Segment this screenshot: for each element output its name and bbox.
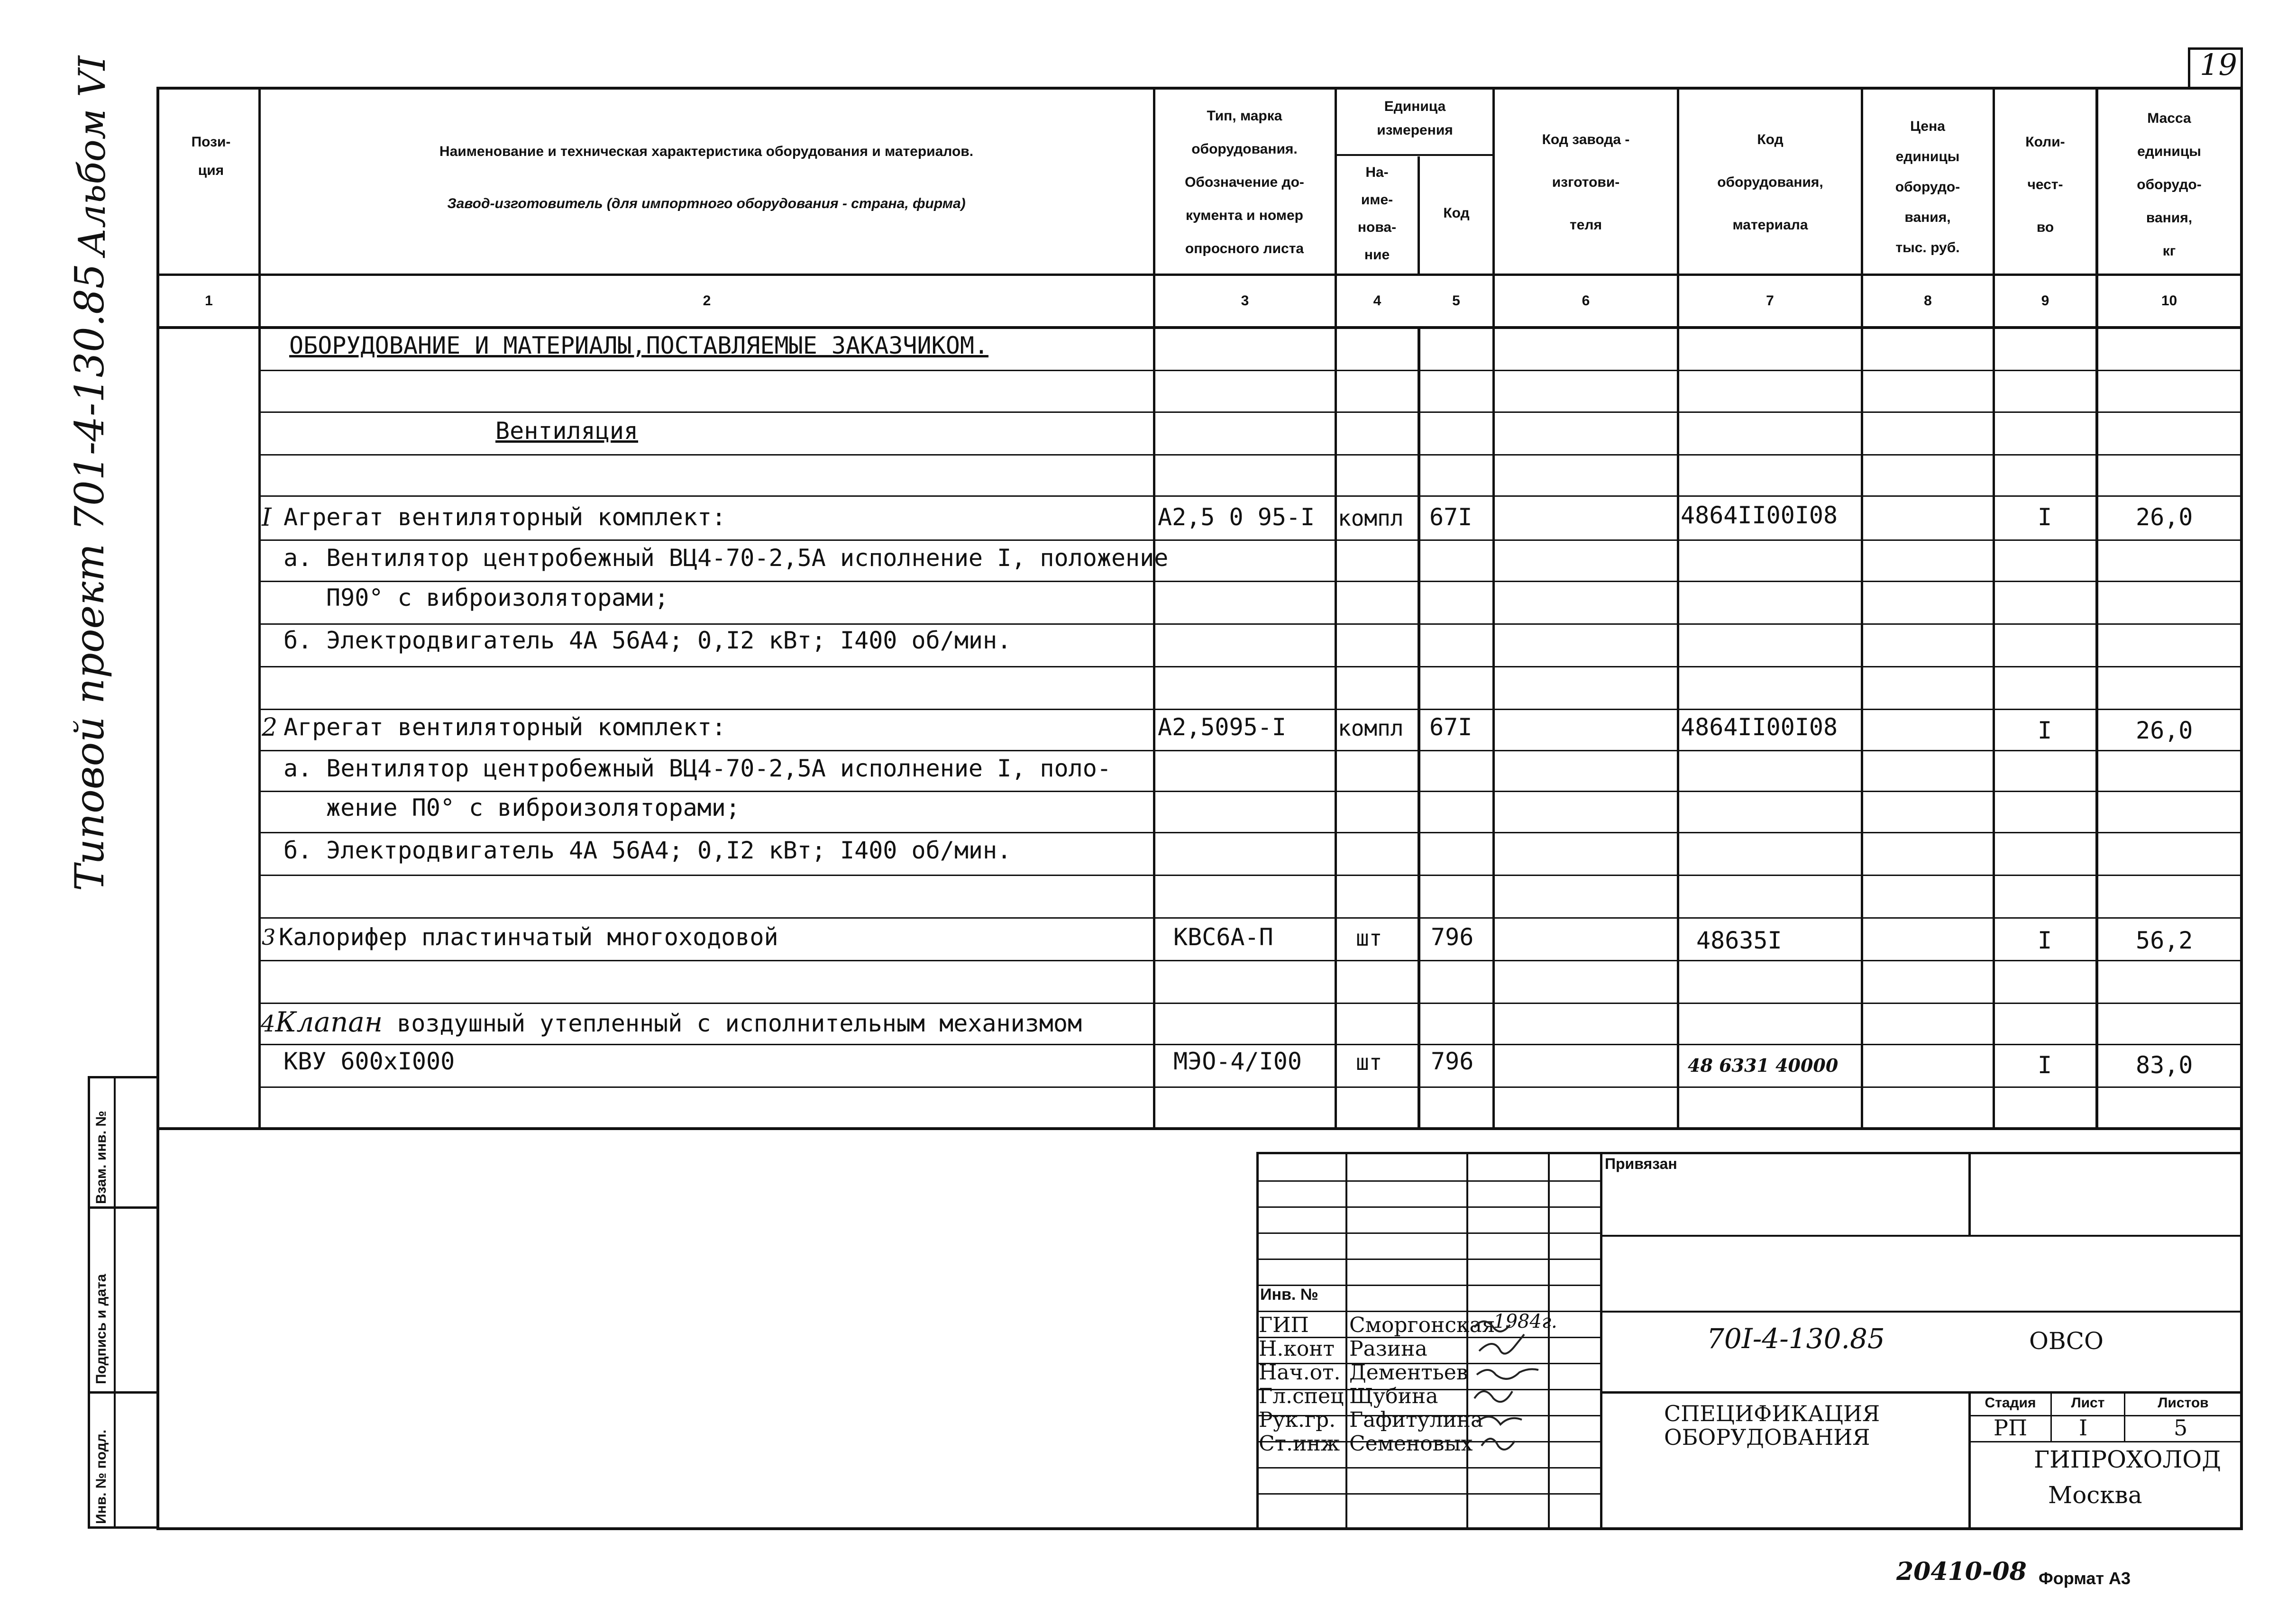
tb-role-3: Нач.от.: [1259, 1360, 1341, 1385]
item1-unit: компл: [1338, 505, 1404, 531]
tb-stage-label: Стадия: [1985, 1395, 2036, 1411]
tb-stage-v2: [2124, 1391, 2125, 1442]
header-position: Пози- ция: [191, 134, 231, 178]
colnum-7: 7: [1766, 293, 1774, 309]
item2-unit: компл: [1338, 715, 1404, 741]
hline-r5: [258, 539, 2242, 541]
item1-name: Агрегат вентиляторный комплект:: [284, 503, 726, 531]
tb-sheets-label: Листов: [2158, 1395, 2209, 1411]
item4-unit: шт: [1356, 1049, 1382, 1075]
item4-type: МЭО-4/I00: [1173, 1048, 1302, 1075]
vline-c4: [1418, 156, 1420, 275]
item2-position: 2: [262, 713, 278, 742]
item1b: б. Электродвигатель 4А 56А4; 0,I2 кВт; I400 об/мин.: [284, 627, 1012, 654]
stamp-inv-podl: Инв. № подл.: [93, 1429, 109, 1524]
item1a-line2: П90° с виброизоляторами;: [326, 584, 669, 611]
album-label: Альбом VI: [71, 55, 114, 256]
header-unit-group: Единица измерения: [1377, 99, 1453, 138]
tb-privyazan: Привязан: [1605, 1155, 1677, 1172]
hline-unit-sub: [1335, 154, 1495, 156]
project-label: Типовой проект 701-4-130.85: [66, 263, 113, 891]
colnum-4: 4: [1373, 293, 1381, 309]
header-name-line1: Наименование и техническая характеристика оборудования и материалов.: [439, 144, 974, 159]
item2b: б. Электродвигатель 4А 56А4; 0,I2 кВт; I400 об/мин.: [284, 837, 1012, 864]
hline-header-bottom: [156, 274, 2242, 276]
footer-inv-number: 20410-08: [1896, 1557, 2027, 1586]
header-unit-code: Код: [1443, 205, 1470, 221]
hline-r12: [258, 832, 2242, 833]
item2-equip-code: 4864II00I08: [1681, 713, 1838, 741]
table-title: [289, 332, 988, 359]
header-quantity: Коли- чест- во: [2025, 134, 2065, 235]
header-equipment-code: Код оборудования, материала: [1717, 132, 1823, 233]
tb-inv-no: Инв. №: [1260, 1286, 1318, 1304]
item4-name-line2: КВУ 600хI000: [284, 1048, 455, 1075]
item3-qty: I: [2038, 927, 2052, 954]
tb-col-e: [1968, 1152, 1971, 1236]
page-number: 19: [2200, 47, 2237, 82]
tb-name-2: Разина: [1349, 1337, 1427, 1361]
stamp-vzam: Взам. инв. №: [93, 1111, 109, 1204]
tb-name-6: Семеновых: [1349, 1432, 1473, 1456]
item1a-line1: а. Вентилятор центробежный ВЦ4-70-2,5А исполнение I, положение: [284, 544, 1169, 572]
item2a-line2: жение П0° с виброизоляторами;: [326, 794, 740, 821]
tb-year: 1984г.: [1493, 1311, 1557, 1332]
tb-doc-title-line2: ОБОРУДОВАНИЯ: [1664, 1424, 1870, 1450]
hline-r15: [258, 960, 2242, 961]
section-heading: Вентиляция: [495, 417, 639, 445]
hline-numbers-bottom: [156, 326, 2242, 329]
hline-table-bottom: [156, 1127, 2242, 1130]
stamp-bottom: [88, 1526, 159, 1529]
signatures-graphic: [1470, 1313, 1583, 1469]
frame-bottom: [156, 1527, 2242, 1530]
item3-position: 3: [262, 924, 276, 950]
item2-type: А2,5095-I: [1158, 713, 1286, 741]
item1-code: 67I: [1429, 503, 1473, 531]
vline-c3: [1335, 87, 1337, 1130]
tb-col-e2: [1968, 1391, 1971, 1529]
hline-r4: [258, 495, 2242, 497]
tb-stage: РП: [1994, 1415, 2028, 1441]
tb-row-r5: [1256, 1493, 1601, 1495]
pagenum-box-left: [2188, 47, 2190, 88]
tb-role-1: ГИП: [1259, 1313, 1309, 1337]
tb-row1: [1256, 1180, 1601, 1182]
item1-type: А2,5 0 95-I: [1158, 503, 1315, 531]
colnum-6: 6: [1582, 293, 1590, 309]
item2-mass: 26,0: [2136, 717, 2193, 744]
item3-equip-code: 48635I: [1696, 927, 1782, 954]
tb-col-a: [1345, 1152, 1347, 1529]
item2-qty: I: [2038, 717, 2052, 744]
item4-position: 4: [261, 1011, 275, 1037]
header-type: Тип, марка оборудования. Обозначение до- кумента и номер опросного листа: [1185, 108, 1304, 256]
header-unit-name: На- име- нова- ние: [1357, 164, 1397, 263]
stamp-podpis: Подпись и дата: [93, 1274, 109, 1384]
hline-r3: [258, 454, 2242, 456]
item1-equip-code: 4864II00I08: [1681, 502, 1838, 529]
hline-r17: [258, 1044, 2242, 1045]
hline-r11: [258, 791, 2242, 792]
item3-unit: шт: [1356, 925, 1382, 951]
tb-row3: [1256, 1232, 1601, 1234]
colnum-3: 3: [1241, 293, 1249, 309]
tb-stage-v1: [2050, 1391, 2052, 1442]
hline-r14: [258, 917, 2242, 919]
stamp-sep2: [88, 1391, 159, 1394]
tb-role-2: Н.конт: [1259, 1337, 1335, 1361]
item4-code: 796: [1431, 1048, 1474, 1075]
hline-r18: [258, 1086, 2242, 1088]
tb-row2: [1256, 1206, 1601, 1208]
item4-name-handwritten: Клапан: [275, 1006, 383, 1038]
tb-role-5: Рук.гр.: [1259, 1408, 1336, 1432]
tb-sheet-label: Лист: [2071, 1395, 2105, 1411]
item3-type: КВС6А-П: [1173, 923, 1273, 951]
tb-doc-suffix: ОВСО: [2029, 1327, 2104, 1355]
tb-sheets: 5: [2174, 1415, 2188, 1441]
stamp-sep1: [88, 1206, 159, 1209]
item2a-line1: а. Вентилятор центробежный ВЦ4-70-2,5А исполнение I, поло-: [284, 755, 1111, 782]
pagenum-box-right: [2241, 47, 2243, 88]
hline-r10: [258, 750, 2242, 751]
hline-r16: [258, 1003, 2242, 1004]
vline-c4b: [1418, 327, 1420, 1128]
table-title-text: ОБОРУДОВАНИЕ И МАТЕРИАЛЫ,ПОСТАВЛЯЕМЫЕ ЗАКАЗЧИКОМ.: [289, 332, 989, 359]
tb-name-3: Дементьев: [1349, 1360, 1468, 1385]
tb-col-b: [1466, 1152, 1468, 1529]
tb-role-6: Ст.инж: [1259, 1432, 1340, 1456]
vline-c8: [1993, 87, 1995, 1130]
hline-r2: [258, 411, 2242, 413]
header-factory-code: Код завода - изготови- теля: [1542, 132, 1630, 233]
vline-c6: [1677, 87, 1679, 1130]
tb-sheet: I: [2079, 1415, 2088, 1441]
hline-r13: [258, 875, 2242, 876]
header-name-line2: Завод-изготовитель (для импортного оборудования - страна, фирма): [447, 196, 966, 211]
colnum-1: 1: [205, 293, 213, 309]
vline-c1: [258, 87, 261, 1130]
item1-mass: 26,0: [2136, 503, 2193, 531]
item4-mass: 83,0: [2136, 1051, 2193, 1079]
stamp-mid-line: [114, 1076, 116, 1529]
tb-col-d: [1600, 1152, 1602, 1529]
stamp-top: [88, 1076, 159, 1078]
item2-name: Агрегат вентиляторный комплект:: [284, 713, 726, 741]
item3-code: 796: [1431, 923, 1474, 951]
tb-row4: [1256, 1259, 1601, 1260]
tb-right-h2: [1600, 1311, 2242, 1313]
header-mass: Масса единицы оборудо- вания, кг: [2137, 110, 2202, 259]
colnum-8: 8: [1924, 293, 1932, 309]
tb-role-4: Гл.спец: [1259, 1384, 1344, 1408]
hline-r7: [258, 623, 2242, 625]
tb-doc-title-line1: СПЕЦИФИКАЦИЯ: [1664, 1401, 1880, 1426]
item1-position: I: [262, 503, 272, 532]
item4-name-rest: воздушный утепленный с исполнительным механизмом: [383, 1010, 1082, 1037]
tb-name-5: Гафитулина: [1349, 1408, 1483, 1432]
frame-top: [156, 87, 2242, 90]
hline-r8: [258, 666, 2242, 667]
vline-c9: [2095, 87, 2098, 1130]
frame-right: [2240, 87, 2243, 1530]
item1-qty: I: [2038, 503, 2052, 531]
tb-top-left: [1256, 1152, 2242, 1154]
vline-c2: [1153, 87, 1155, 1130]
colnum-9: 9: [2041, 293, 2049, 309]
tb-right-h1: [1600, 1235, 2242, 1237]
colnum-5: 5: [1452, 293, 1460, 309]
header-price: Цена единицы оборудо- вания, тыс. руб.: [1895, 119, 1960, 255]
hline-r9: [258, 709, 2242, 710]
item4-equip-code: 48 6331 40000: [1688, 1055, 1839, 1076]
tb-org: ГИПРОХОЛОД: [2034, 1446, 2221, 1473]
vline-c7: [1861, 87, 1863, 1130]
tb-city: Москва: [2048, 1481, 2142, 1509]
item4-name-row: [261, 1006, 1082, 1038]
item2-code: 67I: [1429, 713, 1473, 741]
vline-c5: [1492, 87, 1495, 1130]
item3-name: Калорифер пластинчатый многоходовой: [279, 923, 778, 951]
colnum-10: 10: [2161, 293, 2177, 309]
item4-qty: I: [2038, 1051, 2052, 1079]
tb-name-4: Щубина: [1349, 1384, 1438, 1408]
hline-r6: [258, 581, 2242, 582]
tb-name-1: Сморгонская: [1349, 1313, 1495, 1337]
footer-format: Формат А3: [2039, 1569, 2131, 1588]
tb-doc-code: 70I-4-130.85: [1707, 1323, 1885, 1355]
hline-r1: [258, 370, 2242, 371]
item3-mass: 56,2: [2136, 927, 2193, 954]
colnum-2: 2: [703, 293, 711, 309]
tb-stage-h2: [1968, 1441, 2242, 1442]
